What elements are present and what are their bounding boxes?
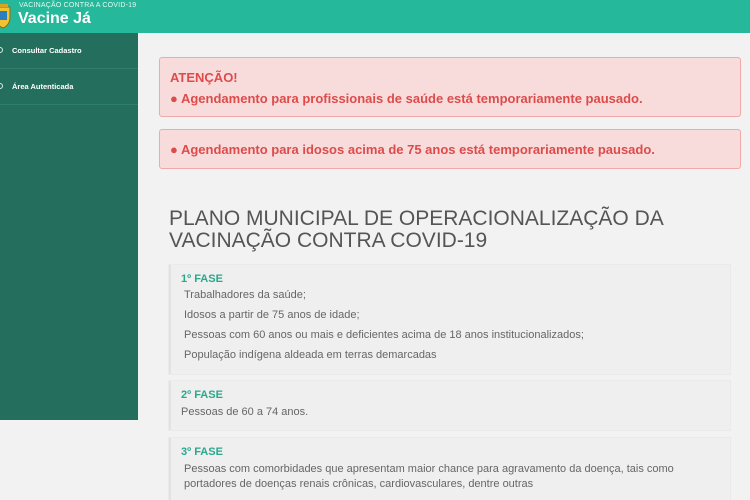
alert-elderly bbox=[159, 129, 741, 169]
page-title: PLANO MUNICIPAL DE OPERACIONALIZAÇÃO DA VACINAÇÃO CONTRA COVID-19 bbox=[169, 207, 663, 252]
alert-heading: ATENÇÃO! bbox=[170, 70, 238, 85]
phase-item: Pessoas de 60 a 74 anos. bbox=[181, 406, 309, 418]
phase-label: 2º FASE bbox=[181, 389, 223, 401]
sidebar bbox=[0, 33, 138, 420]
phase-item: Idosos a partir de 75 anos de idade; bbox=[184, 309, 360, 321]
sidebar-item-label: Consultar Cadastro bbox=[12, 46, 82, 55]
sidebar-item-label: Área Autenticada bbox=[12, 82, 74, 91]
phase-label: 1º FASE bbox=[181, 273, 223, 285]
main-content bbox=[138, 33, 750, 500]
alert-health-workers bbox=[159, 57, 741, 117]
phase-item: Pessoas com 60 anos ou mais e deficientes acima de 18 anos institucionalizados; bbox=[184, 329, 584, 341]
phase-item: Pessoas com comorbidades que apresentam maior chance para agravamento da doença, tais como portadores de doenças renais crônicas, cardiovasculares, dentre outras bbox=[184, 463, 674, 490]
alert-message: ● Agendamento para profissionais de saúde está temporariamente pausado. bbox=[170, 91, 643, 106]
app-subtitle: VACINAÇÃO CONTRA A COVID-19 bbox=[19, 2, 137, 9]
app-title[interactable]: Vacine Já bbox=[18, 10, 91, 27]
sidebar-item-area-autenticada[interactable] bbox=[0, 69, 138, 105]
phase-card-3 bbox=[169, 438, 730, 500]
sidebar-item-consultar-cadastro[interactable] bbox=[0, 33, 138, 69]
alert-message: ● Agendamento para idosos acima de 75 anos está temporariamente pausado. bbox=[170, 142, 655, 157]
top-bar bbox=[0, 0, 750, 33]
phase-item: Trabalhadores da saúde; bbox=[184, 289, 306, 301]
phase-card-2 bbox=[169, 381, 730, 430]
lock-icon bbox=[0, 83, 3, 89]
search-icon bbox=[0, 47, 3, 53]
crest-icon bbox=[0, 3, 12, 29]
phase-item: População indígena aldeada em terras demarcadas bbox=[184, 349, 437, 361]
phase-label: 3º FASE bbox=[181, 446, 223, 458]
phase-card-1 bbox=[169, 265, 730, 374]
